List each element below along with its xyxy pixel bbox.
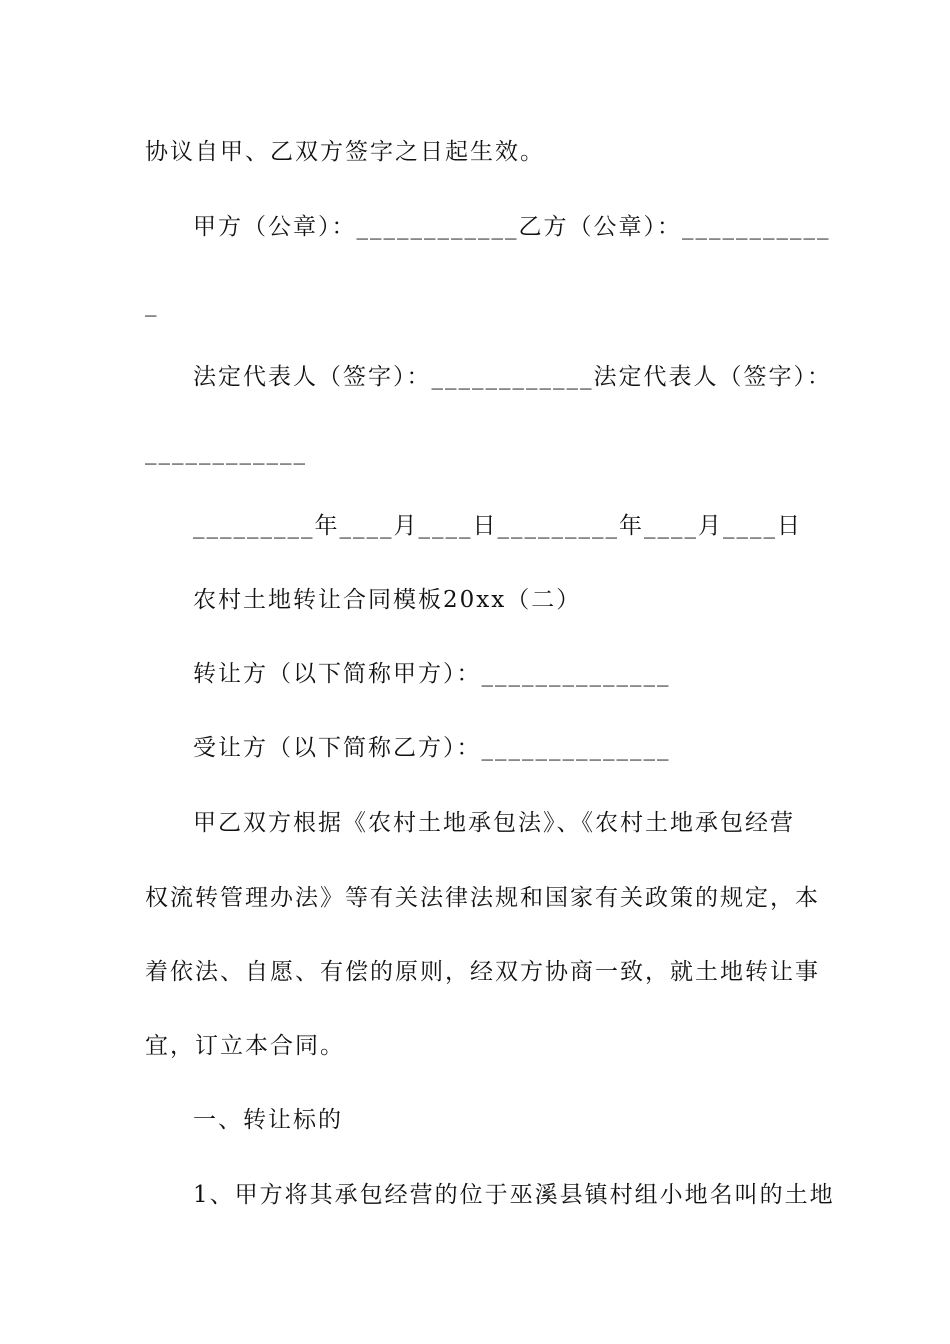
contract-title: 农村土地转让合同模板20xx（二）	[193, 587, 582, 613]
preamble-line-3: 着依法、自愿、有偿的原则，经双方协商一致，就土地转让事	[145, 959, 820, 985]
date-line: _________年____月____日_________年____月____日	[193, 513, 802, 539]
transferee-line: 受让方（以下简称乙方）：______________	[193, 735, 671, 761]
preamble-line-4: 宜，订立本合同。	[145, 1033, 345, 1059]
paragraph-effective-clause: 协议自甲、乙双方签字之日起生效。	[145, 139, 545, 165]
party-seal-line-continued: _	[145, 291, 159, 317]
preamble-line-2: 权流转管理办法》等有关法律法规和国家有关政策的规定，本	[145, 885, 820, 911]
transferor-line: 转让方（以下简称甲方）：______________	[193, 661, 671, 687]
party-seal-line: 甲方（公章）：____________乙方（公章）：___________	[193, 214, 831, 240]
section-heading-transfer-subject: 一、转让标的	[193, 1107, 343, 1133]
preamble-line-1: 甲乙双方根据《农村土地承包法》、《农村土地承包经营	[193, 810, 795, 836]
legal-representative-line-continued: ____________	[145, 439, 307, 465]
clause-1-line: 1、甲方将其承包经营的位于巫溪县镇村组小地名叫的土地	[193, 1182, 835, 1208]
legal-representative-line: 法定代表人（签字）：____________法定代表人（签字）：	[193, 364, 832, 390]
